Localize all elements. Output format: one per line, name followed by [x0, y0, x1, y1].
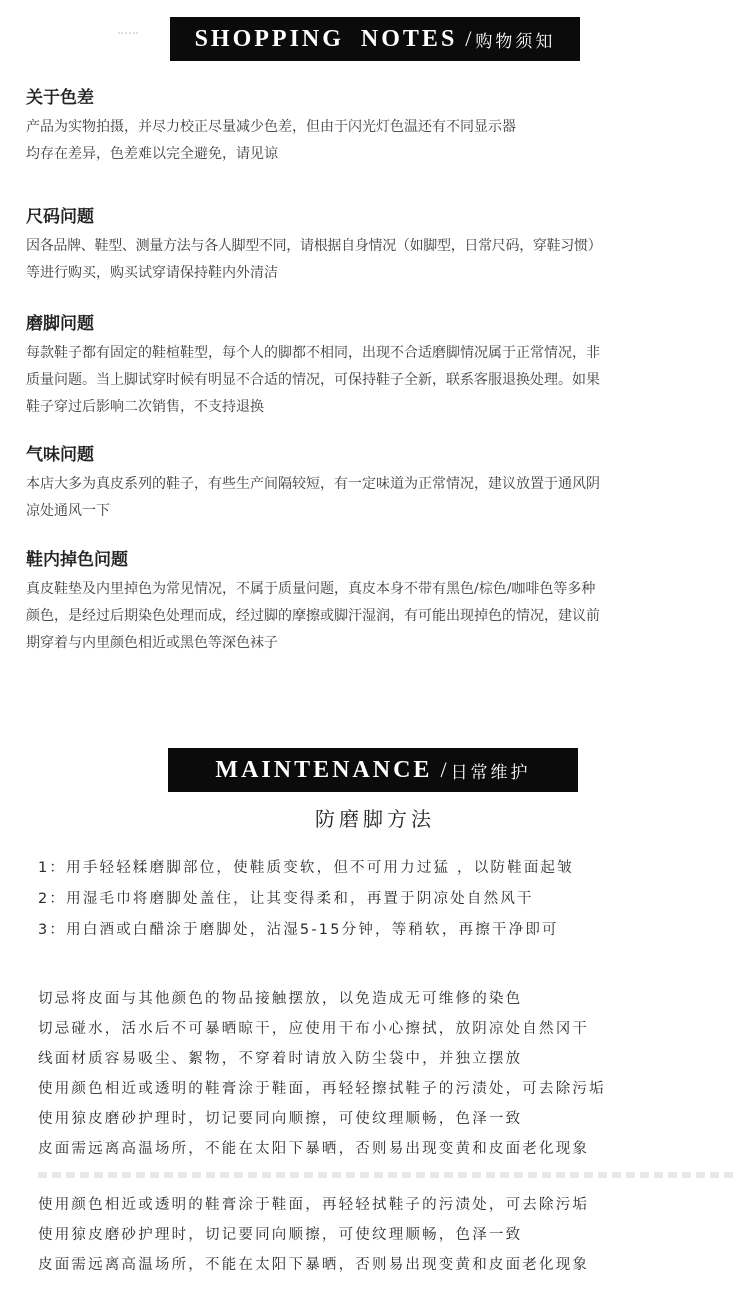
tip-item: 皮面需远离高温场所，不能在太阳下暴晒，否则易出现变黄和皮面老化现象: [38, 1141, 590, 1157]
section-title: 关于色差: [26, 88, 94, 108]
section-text: [26, 471, 736, 525]
text-line: 真皮鞋垫及内里掉色为常见情况，不属于质量问题，真皮本身不带有黑色/棕色/咖啡色等多种: [26, 581, 596, 597]
banner-slash: /: [440, 757, 447, 782]
section-color-fading: [26, 548, 736, 657]
section-foot-rubbing: [26, 312, 736, 421]
tip-item: 线面材质容易吸尘、絮物，不穿着时请放入防尘袋中，并独立摆放: [38, 1051, 523, 1067]
text-line: 凉处通风一下: [26, 503, 110, 519]
text-line: 每款鞋子都有固定的鞋楦鞋型，每个人的脚都不相同，出现不合适磨脚情况属于正常情况，非: [26, 345, 600, 361]
text-line: 本店大多为真皮系列的鞋子，有些生产间隔较短，有一定味道为正常情况，建议放置于通风阴: [26, 476, 600, 492]
section-text: [26, 340, 736, 421]
text-line: 期穿着与内里颜色相近或黑色等深色袜子: [26, 635, 278, 651]
section-odor: [26, 443, 736, 525]
shopping-notes-banner: [170, 17, 580, 61]
banner-title-cn: 日常维护: [450, 762, 531, 783]
section-title: 鞋内掉色问题: [26, 550, 128, 570]
text-line: 等进行购买，购买试穿请保持鞋内外清洁: [26, 265, 278, 281]
banner-slash: /: [465, 26, 472, 51]
anti-rubbing-steps: [38, 853, 738, 946]
tip-item: 切忌碰水，活水后不可暴晒晾干，应使用干布小心擦拭，放阴凉处自然冈干: [38, 1021, 590, 1037]
maintenance-banner: [168, 748, 578, 792]
step-item: 1：用手轻轻糅磨脚部位，使鞋质变软，但不可用力过猛 ，以防鞋面起皱: [38, 860, 574, 876]
text-line: 因各品牌、鞋型、测量方法与各人脚型不同，请根据自身情况（如脚型，日常尺码，穿鞋习惯）: [26, 238, 602, 254]
text-line: 颜色，是经过后期染色处理而成，经过脚的摩擦或脚汗湿润，有可能出现掉色的情况，建议前: [26, 608, 600, 624]
text-line: 鞋子穿过后影响二次销售，不支持退换: [26, 399, 264, 415]
section-title: 尺码问题: [26, 207, 94, 227]
step-item: 3：用白酒或白醋涂于磨脚处，沾湿5-15分钟，等稍软，再擦干净即可: [38, 922, 559, 938]
decorative-mark: [118, 32, 138, 44]
tip-item: 使用猄皮磨砂护理时，切记要同向顺擦，可使纹理顺畅，色泽一致: [38, 1111, 523, 1127]
tip-item: 使用颜色相近或透明的鞋膏涂于鞋面，再轻轻擦拭鞋子的污渍处，可去除污垢: [38, 1081, 606, 1097]
banner-title-cn: 购物须知: [475, 31, 556, 52]
section-title: 磨脚问题: [26, 314, 94, 334]
maintenance-tips-repeat: [38, 1190, 738, 1280]
section-title: 气味问题: [26, 445, 94, 465]
faded-text-divider: [38, 1172, 738, 1178]
text-line: 产品为实物拍摄，并尽力校正尽量减少色差，但由于闪光灯色温还有不同显示器: [26, 119, 516, 135]
section-color-difference: [26, 86, 736, 168]
anti-rubbing-subtitle: 防磨脚方法: [315, 807, 435, 831]
text-line: 质量问题。当上脚试穿时候有明显不合适的情况，可保持鞋子全新，联系客服退换处理。如果: [26, 372, 600, 388]
maintenance-tips: [38, 984, 738, 1164]
section-text: [26, 114, 736, 168]
banner-title-en: MAINTENANCE: [215, 756, 433, 783]
section-size: [26, 205, 736, 287]
step-item: 2：用湿毛巾将磨脚处盖住，让其变得柔和，再置于阴凉处自然风干: [38, 891, 534, 907]
tip-item: 皮面需远离高温场所，不能在太阳下暴晒，否则易出现变黄和皮面老化现象: [38, 1257, 590, 1273]
text-line: 均存在差异，色差难以完全避免，请见谅: [26, 146, 278, 162]
tip-item: 使用猄皮磨砂护理时，切记要同向顺擦，可使纹理顺畅，色泽一致: [38, 1227, 523, 1243]
tip-item: 使用颜色相近或透明的鞋膏涂于鞋面，再轻轻拭鞋子的污渍处，可去除污垢: [38, 1197, 590, 1213]
section-text: [26, 233, 736, 287]
section-text: [26, 576, 736, 657]
banner-title-en: SHOPPING NOTES: [194, 25, 458, 52]
tip-item: 切忌将皮面与其他颜色的物品接触摆放，以免造成无可维修的染色: [38, 991, 523, 1007]
